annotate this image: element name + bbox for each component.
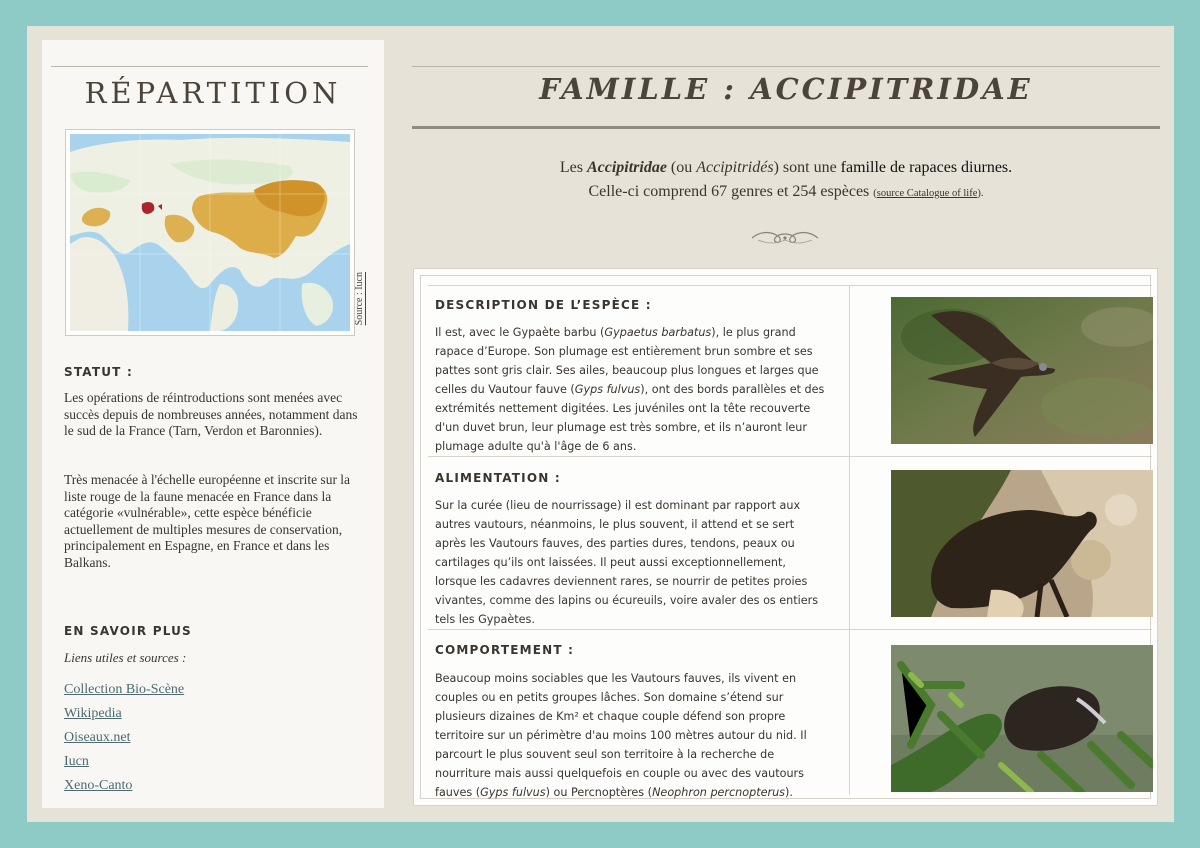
section-divider <box>428 629 1152 630</box>
header-top-rule <box>412 66 1160 67</box>
column-divider <box>849 286 850 456</box>
statut-paragraph-1: Les opérations de réintroductions sont menées avec succès depuis de nombreuses années, notamment dans le sud de la France (Tarn, Verdon et Baronnies). <box>64 390 358 438</box>
sidebar-title: RÉPARTITION <box>84 76 342 110</box>
flourish-ornament-icon <box>748 224 822 250</box>
page-title: FAMILLE : ACCIPITRIDAE <box>539 72 1033 106</box>
list-item <box>64 754 184 778</box>
link-oiseaux-net[interactable]: Oiseaux.net <box>64 730 131 745</box>
intro-line-1: Les Accipitridae (ou Accipitridés) sont une famille de rapaces diurnes. <box>559 159 1013 176</box>
species-panel <box>413 268 1158 806</box>
intro-line-2: Celle-ci comprend 67 genres et 254 espèces (source Catalogue of life). <box>588 183 984 200</box>
column-divider <box>849 457 850 629</box>
useful-links-list <box>64 682 184 802</box>
list-item <box>64 730 184 754</box>
comportement-text: Beaucoup moins sociables que les Vautours fauves, ils vivent en couples ou en petits groupes lâches. Son domaine s’étend sur plusieurs dizaines de Km² et chaque couple défend son propre territoire sur un périmètre d'au moins 100 mètres autour du nid. Il parcourt le plus souvent seul son territoire à la recherche de nourriture mais aussi quelquefois en couple ou avec des vautours fauves (Gyps fulvus) ou Percnoptères (Neophron percnopterus). <box>435 672 807 799</box>
alimentation-text: Sur la curée (lieu de nourrissage) il est dominant par rapport aux autres vautours, néanmoins, le plus souvent, il attend et se sert après les Vautours fauves, des parties dures, tendons, peaux ou cartilages qu’ils ont laissées. Il peut aussi exceptionnellement, lorsque les cadavres deviennent rares, se nourrir de petites proies vivantes, comme des lapins ou écureuils, voire avaler des os entiers tels les Gypaètes. <box>435 499 819 626</box>
sidebar-top-rule <box>51 66 368 67</box>
savoir-subtitle: Liens utiles et sources : <box>64 650 187 665</box>
column-divider <box>849 630 850 795</box>
list-item <box>64 682 184 706</box>
link-xeno-canto[interactable]: Xeno-Canto <box>64 778 133 793</box>
title-underline <box>412 126 1160 129</box>
catalogue-of-life-link[interactable]: source Catalogue of life <box>876 188 978 199</box>
family-name: Accipitridae <box>586 159 667 176</box>
alimentation-heading: ALIMENTATION : <box>435 471 561 485</box>
section-divider <box>428 456 1152 457</box>
comportement-heading: COMPORTEMENT : <box>435 643 575 657</box>
map-source-link[interactable]: Source : Iucn <box>354 272 365 326</box>
vulture-flying-photo <box>891 297 1153 444</box>
list-item <box>64 706 184 730</box>
section-divider <box>428 285 1152 286</box>
savoir-heading: EN SAVOIR PLUS <box>64 624 192 638</box>
sidebar <box>42 40 384 808</box>
link-iucn[interactable]: Iucn <box>64 754 89 769</box>
distribution-map <box>65 129 355 336</box>
description-text: Il est, avec le Gypaète barbu (Gypaetus barbatus), le plus grand rapace d’Europe. Son plumage est entièrement brun sombre et ses pattes sont gris clair. Ses ailes, beaucoup plus longues et larges que celles du Vautour fauve (Gyps fulvus), ont des bords parallèles et des extrémités nettement digitées. Les juvéniles ont la tête recouverte d'un duvet brun, leur plumage est très sombre, et ils n’auront leur plumage adulte qu'à l'âge de 6 ans. <box>435 326 825 453</box>
link-bio-scene[interactable]: Collection Bio-Scène <box>64 682 185 697</box>
statut-heading: STATUT : <box>64 365 133 379</box>
statut-paragraph-2: Très menacée à l'échelle européenne et inscrite sur la liste rouge de la faune menacée en France dans la catégorie «vulnérable», cette espèce bénéficie actuellement de multiples mesures de conservation, principalement en Espagne, en France et dans les Balkans. <box>64 472 351 570</box>
list-item <box>64 778 184 802</box>
family-intro <box>412 156 1160 206</box>
vulture-in-pine-photo <box>891 645 1153 792</box>
vulture-feeding-photo <box>891 470 1153 617</box>
description-heading: DESCRIPTION DE L’ESPÈCE : <box>435 298 652 312</box>
species-panel-inner <box>420 275 1151 799</box>
link-wikipedia[interactable]: Wikipedia <box>64 706 122 721</box>
